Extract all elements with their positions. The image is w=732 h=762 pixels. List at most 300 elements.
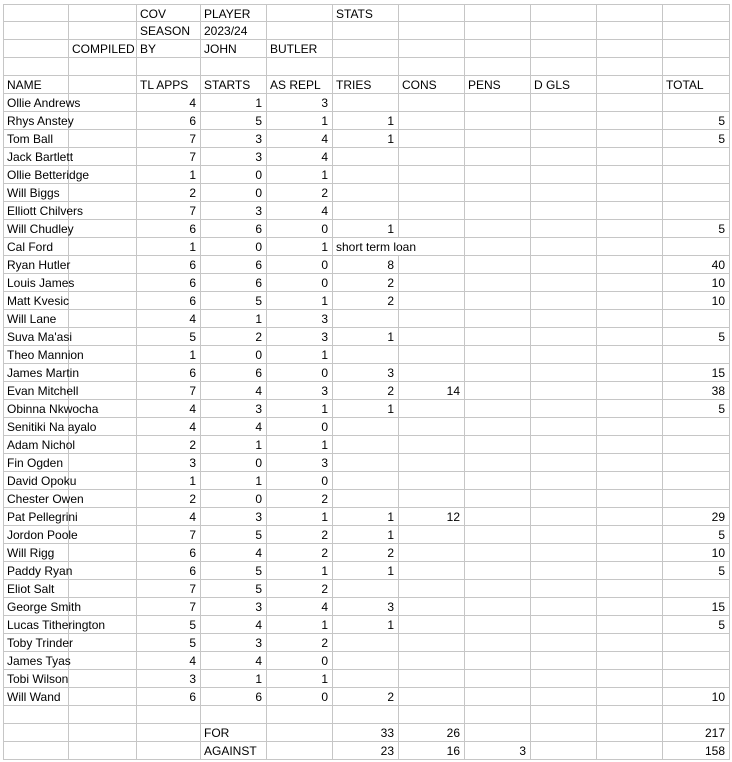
totals-label[interactable]: FOR	[201, 724, 267, 742]
dgls-cell[interactable]	[531, 112, 597, 130]
cons-cell[interactable]	[399, 148, 465, 166]
cell[interactable]	[597, 328, 663, 346]
cons-cell[interactable]	[399, 652, 465, 670]
tries-total[interactable]: 23	[333, 742, 399, 760]
cell[interactable]	[267, 742, 333, 760]
cell[interactable]	[597, 292, 663, 310]
cons-cell[interactable]	[399, 256, 465, 274]
cell[interactable]	[597, 670, 663, 688]
cell[interactable]	[597, 94, 663, 112]
header-cell[interactable]	[3, 40, 69, 58]
dgls-cell[interactable]	[531, 598, 597, 616]
cons-cell[interactable]	[399, 346, 465, 364]
cons-cell[interactable]	[399, 364, 465, 382]
total-cell[interactable]	[663, 94, 730, 112]
header-cell[interactable]	[399, 22, 465, 40]
player-name[interactable]: Ollie Andrews	[3, 94, 69, 112]
apps-cell[interactable]: 4	[137, 652, 201, 670]
cell[interactable]	[69, 148, 137, 166]
cell[interactable]	[137, 724, 201, 742]
player-name[interactable]: Paddy Ryan	[3, 562, 69, 580]
dgls-cell[interactable]	[531, 328, 597, 346]
apps-cell[interactable]: 7	[137, 130, 201, 148]
repl-cell[interactable]: 0	[267, 256, 333, 274]
total-cell[interactable]: 5	[663, 112, 730, 130]
total-cell[interactable]	[663, 454, 730, 472]
repl-cell[interactable]: 1	[267, 292, 333, 310]
pens-cell[interactable]	[465, 688, 531, 706]
cell[interactable]	[597, 112, 663, 130]
pens-total[interactable]	[465, 706, 531, 724]
cell[interactable]	[597, 472, 663, 490]
cell[interactable]	[597, 580, 663, 598]
repl-cell[interactable]: 4	[267, 598, 333, 616]
cons-total[interactable]: 16	[399, 742, 465, 760]
cell[interactable]	[597, 634, 663, 652]
cell[interactable]	[69, 238, 137, 256]
repl-cell[interactable]: 3	[267, 94, 333, 112]
total-cell[interactable]	[663, 634, 730, 652]
column-header[interactable]: STARTS	[201, 76, 267, 94]
header-cell[interactable]	[3, 4, 69, 22]
starts-cell[interactable]: 5	[201, 526, 267, 544]
total-cell[interactable]: 10	[663, 274, 730, 292]
total-cell[interactable]	[663, 166, 730, 184]
dgls-total[interactable]	[531, 742, 597, 760]
pens-cell[interactable]	[465, 112, 531, 130]
repl-cell[interactable]: 0	[267, 220, 333, 238]
apps-cell[interactable]: 3	[137, 454, 201, 472]
header-cell[interactable]: SEASON	[137, 22, 201, 40]
apps-cell[interactable]: 4	[137, 94, 201, 112]
tries-cell[interactable]: 1	[333, 328, 399, 346]
pens-cell[interactable]	[465, 598, 531, 616]
pens-cell[interactable]	[465, 616, 531, 634]
pens-total[interactable]	[465, 724, 531, 742]
total-cell[interactable]	[663, 202, 730, 220]
apps-cell[interactable]: 6	[137, 292, 201, 310]
tries-cell[interactable]: 2	[333, 382, 399, 400]
cell[interactable]	[597, 256, 663, 274]
header-cell[interactable]	[465, 4, 531, 22]
header-cell[interactable]	[267, 4, 333, 22]
repl-cell[interactable]: 3	[267, 382, 333, 400]
total-cell[interactable]	[663, 184, 730, 202]
total-cell[interactable]: 15	[663, 364, 730, 382]
pens-cell[interactable]	[465, 472, 531, 490]
player-name[interactable]: Suva Ma'asi	[3, 328, 69, 346]
cell[interactable]	[69, 292, 137, 310]
starts-cell[interactable]: 0	[201, 238, 267, 256]
dgls-cell[interactable]	[531, 670, 597, 688]
tries-cell[interactable]	[333, 670, 399, 688]
dgls-total[interactable]	[531, 724, 597, 742]
pens-cell[interactable]	[465, 292, 531, 310]
total-cell[interactable]: 15	[663, 598, 730, 616]
repl-cell[interactable]: 1	[267, 112, 333, 130]
pens-cell[interactable]	[465, 220, 531, 238]
dgls-cell[interactable]	[531, 526, 597, 544]
total-cell[interactable]	[663, 436, 730, 454]
cons-cell[interactable]	[399, 274, 465, 292]
repl-cell[interactable]: 0	[267, 652, 333, 670]
apps-cell[interactable]: 2	[137, 490, 201, 508]
cell[interactable]	[597, 598, 663, 616]
cell[interactable]	[69, 130, 137, 148]
cell[interactable]	[597, 652, 663, 670]
player-name[interactable]: Tom Ball	[3, 130, 69, 148]
header-cell[interactable]	[597, 40, 663, 58]
starts-cell[interactable]: 1	[201, 670, 267, 688]
column-header[interactable]: CONS	[399, 76, 465, 94]
apps-cell[interactable]: 6	[137, 220, 201, 238]
header-cell[interactable]	[333, 58, 399, 76]
apps-cell[interactable]: 3	[137, 670, 201, 688]
header-cell[interactable]	[333, 22, 399, 40]
player-name[interactable]: Adam Nichol	[3, 436, 69, 454]
tries-cell[interactable]	[333, 310, 399, 328]
player-name[interactable]: Matt Kvesic	[3, 292, 69, 310]
starts-cell[interactable]: 3	[201, 130, 267, 148]
tries-total[interactable]	[333, 706, 399, 724]
apps-cell[interactable]: 7	[137, 598, 201, 616]
totals-label[interactable]	[201, 706, 267, 724]
starts-cell[interactable]: 0	[201, 490, 267, 508]
tries-cell[interactable]: 2	[333, 274, 399, 292]
dgls-cell[interactable]	[531, 688, 597, 706]
header-cell[interactable]	[663, 58, 730, 76]
apps-cell[interactable]: 7	[137, 148, 201, 166]
pens-cell[interactable]	[465, 544, 531, 562]
header-cell[interactable]	[69, 58, 137, 76]
player-name[interactable]: Lucas Titherington	[3, 616, 69, 634]
cell[interactable]	[69, 112, 137, 130]
dgls-cell[interactable]	[531, 94, 597, 112]
total-cell[interactable]: 5	[663, 562, 730, 580]
player-name[interactable]: Ryan Hutler	[3, 256, 69, 274]
apps-cell[interactable]: 2	[137, 184, 201, 202]
total-cell[interactable]	[663, 310, 730, 328]
starts-cell[interactable]: 4	[201, 616, 267, 634]
pens-cell[interactable]	[465, 382, 531, 400]
repl-cell[interactable]: 2	[267, 184, 333, 202]
tries-cell[interactable]	[333, 490, 399, 508]
cell[interactable]	[597, 400, 663, 418]
dgls-cell[interactable]	[531, 292, 597, 310]
pens-cell[interactable]	[465, 364, 531, 382]
apps-cell[interactable]: 5	[137, 328, 201, 346]
header-cell[interactable]: BUTLER	[267, 40, 333, 58]
header-cell[interactable]	[69, 22, 137, 40]
dgls-total[interactable]	[531, 706, 597, 724]
cell[interactable]	[69, 634, 137, 652]
player-name[interactable]: Rhys Anstey	[3, 112, 69, 130]
pens-cell[interactable]	[465, 634, 531, 652]
apps-cell[interactable]: 4	[137, 418, 201, 436]
tries-cell[interactable]: 1	[333, 112, 399, 130]
repl-cell[interactable]: 2	[267, 580, 333, 598]
repl-cell[interactable]: 0	[267, 688, 333, 706]
starts-cell[interactable]: 4	[201, 418, 267, 436]
pens-cell[interactable]	[465, 94, 531, 112]
cell[interactable]	[597, 418, 663, 436]
cell[interactable]	[69, 526, 137, 544]
header-cell[interactable]	[69, 4, 137, 22]
player-name[interactable]: Will Wand	[3, 688, 69, 706]
repl-cell[interactable]: 2	[267, 634, 333, 652]
header-cell[interactable]	[399, 4, 465, 22]
cell[interactable]	[69, 184, 137, 202]
player-name[interactable]: Will Lane	[3, 310, 69, 328]
repl-cell[interactable]: 4	[267, 202, 333, 220]
starts-cell[interactable]: 1	[201, 472, 267, 490]
starts-cell[interactable]: 4	[201, 382, 267, 400]
starts-cell[interactable]: 1	[201, 436, 267, 454]
player-name[interactable]: Evan Mitchell	[3, 382, 69, 400]
tries-cell[interactable]	[333, 652, 399, 670]
cons-cell[interactable]	[399, 616, 465, 634]
cell[interactable]	[597, 742, 663, 760]
apps-cell[interactable]: 7	[137, 580, 201, 598]
cons-cell[interactable]	[399, 634, 465, 652]
total-cell[interactable]	[663, 346, 730, 364]
cons-cell[interactable]	[399, 130, 465, 148]
tries-cell[interactable]: 1	[333, 220, 399, 238]
apps-cell[interactable]: 5	[137, 634, 201, 652]
dgls-cell[interactable]	[531, 400, 597, 418]
apps-cell[interactable]: 2	[137, 436, 201, 454]
repl-cell[interactable]: 3	[267, 328, 333, 346]
apps-cell[interactable]: 6	[137, 364, 201, 382]
apps-cell[interactable]: 6	[137, 274, 201, 292]
pens-cell[interactable]	[465, 310, 531, 328]
header-cell[interactable]: COMPILED	[69, 40, 137, 58]
cell[interactable]	[69, 706, 137, 724]
cell[interactable]	[3, 706, 69, 724]
cell[interactable]	[597, 490, 663, 508]
repl-cell[interactable]: 2	[267, 490, 333, 508]
apps-cell[interactable]: 4	[137, 508, 201, 526]
player-name[interactable]: Will Rigg	[3, 544, 69, 562]
cons-cell[interactable]	[399, 94, 465, 112]
total-cell[interactable]: 5	[663, 616, 730, 634]
column-header[interactable]: D GLS	[531, 76, 597, 94]
starts-cell[interactable]: 2	[201, 328, 267, 346]
starts-cell[interactable]: 1	[201, 94, 267, 112]
cell[interactable]	[597, 454, 663, 472]
cell[interactable]	[597, 436, 663, 454]
header-cell[interactable]: PLAYER	[201, 4, 267, 22]
dgls-cell[interactable]	[531, 616, 597, 634]
cell[interactable]	[69, 544, 137, 562]
cell[interactable]	[69, 670, 137, 688]
tries-cell[interactable]: 2	[333, 688, 399, 706]
header-cell[interactable]	[531, 22, 597, 40]
starts-cell[interactable]: 3	[201, 508, 267, 526]
player-name[interactable]: Theo Mannion	[3, 346, 69, 364]
tries-cell[interactable]: 1	[333, 400, 399, 418]
starts-cell[interactable]: 5	[201, 292, 267, 310]
starts-cell[interactable]: 3	[201, 148, 267, 166]
dgls-cell[interactable]	[531, 508, 597, 526]
pens-cell[interactable]	[465, 400, 531, 418]
header-cell[interactable]: JOHN	[201, 40, 267, 58]
totals-label[interactable]: AGAINST	[201, 742, 267, 760]
tries-cell[interactable]: 1	[333, 616, 399, 634]
player-name[interactable]: Chester Owen	[3, 490, 69, 508]
repl-cell[interactable]: 3	[267, 310, 333, 328]
column-header[interactable]: NAME	[3, 76, 69, 94]
pens-cell[interactable]	[465, 526, 531, 544]
total-cell[interactable]	[663, 418, 730, 436]
header-cell[interactable]	[597, 22, 663, 40]
cell[interactable]	[597, 724, 663, 742]
player-name[interactable]: Obinna Nkwocha	[3, 400, 69, 418]
total-cell[interactable]: 10	[663, 544, 730, 562]
player-name[interactable]: Eliot Salt	[3, 580, 69, 598]
player-name[interactable]: Will Chudley	[3, 220, 69, 238]
dgls-cell[interactable]	[531, 220, 597, 238]
apps-cell[interactable]: 1	[137, 166, 201, 184]
dgls-cell[interactable]	[531, 148, 597, 166]
cons-cell[interactable]	[399, 670, 465, 688]
cell[interactable]	[597, 184, 663, 202]
repl-cell[interactable]: 3	[267, 454, 333, 472]
starts-cell[interactable]: 6	[201, 364, 267, 382]
total-cell[interactable]	[663, 652, 730, 670]
cell[interactable]	[3, 742, 69, 760]
dgls-cell[interactable]	[531, 256, 597, 274]
starts-cell[interactable]: 6	[201, 688, 267, 706]
dgls-cell[interactable]	[531, 238, 597, 256]
pens-cell[interactable]	[465, 454, 531, 472]
total-cell[interactable]	[663, 670, 730, 688]
dgls-cell[interactable]	[531, 310, 597, 328]
player-name[interactable]: James Tyas	[3, 652, 69, 670]
column-header[interactable]: TOTAL	[663, 76, 730, 94]
cell[interactable]	[597, 688, 663, 706]
starts-cell[interactable]: 5	[201, 112, 267, 130]
cons-total[interactable]	[399, 706, 465, 724]
tries-cell[interactable]	[333, 580, 399, 598]
dgls-cell[interactable]	[531, 490, 597, 508]
tries-cell[interactable]	[333, 634, 399, 652]
header-cell[interactable]	[531, 40, 597, 58]
header-cell[interactable]	[597, 4, 663, 22]
cell[interactable]	[69, 256, 137, 274]
cons-cell[interactable]	[399, 544, 465, 562]
cell[interactable]	[597, 508, 663, 526]
total-cell[interactable]	[663, 580, 730, 598]
column-header[interactable]: AS REPL	[267, 76, 333, 94]
note-cell[interactable]: short term loan	[333, 238, 465, 256]
total-cell[interactable]: 40	[663, 256, 730, 274]
header-cell[interactable]	[531, 58, 597, 76]
header-cell[interactable]	[531, 4, 597, 22]
tries-cell[interactable]: 1	[333, 130, 399, 148]
repl-cell[interactable]: 1	[267, 400, 333, 418]
column-header[interactable]: TL APPS	[137, 76, 201, 94]
pens-cell[interactable]	[465, 508, 531, 526]
tries-cell[interactable]: 1	[333, 562, 399, 580]
dgls-cell[interactable]	[531, 382, 597, 400]
player-name[interactable]: Elliott Chilvers	[3, 202, 69, 220]
repl-cell[interactable]: 2	[267, 544, 333, 562]
cell[interactable]	[137, 706, 201, 724]
header-cell[interactable]	[267, 22, 333, 40]
cell[interactable]	[69, 724, 137, 742]
header-cell[interactable]	[663, 22, 730, 40]
tries-cell[interactable]: 8	[333, 256, 399, 274]
grand-total[interactable]: 158	[663, 742, 730, 760]
cell[interactable]	[69, 364, 137, 382]
tries-cell[interactable]	[333, 202, 399, 220]
tries-cell[interactable]	[333, 454, 399, 472]
cons-cell[interactable]	[399, 292, 465, 310]
starts-cell[interactable]: 3	[201, 598, 267, 616]
header-cell[interactable]	[3, 58, 69, 76]
pens-cell[interactable]	[465, 238, 531, 256]
header-cell[interactable]	[663, 40, 730, 58]
repl-cell[interactable]: 4	[267, 130, 333, 148]
cons-cell[interactable]	[399, 598, 465, 616]
cons-cell[interactable]	[399, 220, 465, 238]
starts-cell[interactable]: 6	[201, 220, 267, 238]
repl-cell[interactable]: 0	[267, 364, 333, 382]
starts-cell[interactable]: 0	[201, 166, 267, 184]
cons-cell[interactable]	[399, 184, 465, 202]
header-cell[interactable]: STATS	[333, 4, 399, 22]
tries-cell[interactable]	[333, 436, 399, 454]
cell[interactable]	[69, 310, 137, 328]
cell[interactable]	[597, 616, 663, 634]
cons-cell[interactable]	[399, 490, 465, 508]
pens-cell[interactable]	[465, 418, 531, 436]
repl-cell[interactable]: 1	[267, 436, 333, 454]
dgls-cell[interactable]	[531, 166, 597, 184]
starts-cell[interactable]: 6	[201, 274, 267, 292]
cell[interactable]	[69, 742, 137, 760]
cell[interactable]	[597, 310, 663, 328]
cell[interactable]	[597, 130, 663, 148]
column-header[interactable]	[597, 76, 663, 94]
dgls-cell[interactable]	[531, 364, 597, 382]
apps-cell[interactable]: 7	[137, 526, 201, 544]
pens-cell[interactable]	[465, 346, 531, 364]
repl-cell[interactable]: 2	[267, 526, 333, 544]
column-header[interactable]	[69, 76, 137, 94]
cell[interactable]	[137, 742, 201, 760]
cell[interactable]	[69, 472, 137, 490]
player-name[interactable]: Jordon Poole	[3, 526, 69, 544]
pens-cell[interactable]	[465, 490, 531, 508]
cell[interactable]	[3, 724, 69, 742]
player-name[interactable]: Louis James	[3, 274, 69, 292]
cell[interactable]	[597, 526, 663, 544]
cons-cell[interactable]	[399, 580, 465, 598]
apps-cell[interactable]: 6	[137, 688, 201, 706]
header-cell[interactable]	[465, 22, 531, 40]
grand-total[interactable]: 217	[663, 724, 730, 742]
starts-cell[interactable]: 3	[201, 634, 267, 652]
repl-cell[interactable]: 1	[267, 346, 333, 364]
header-cell[interactable]	[399, 40, 465, 58]
cell[interactable]	[69, 580, 137, 598]
dgls-cell[interactable]	[531, 652, 597, 670]
apps-cell[interactable]: 1	[137, 346, 201, 364]
cell[interactable]	[597, 202, 663, 220]
total-cell[interactable]	[663, 472, 730, 490]
